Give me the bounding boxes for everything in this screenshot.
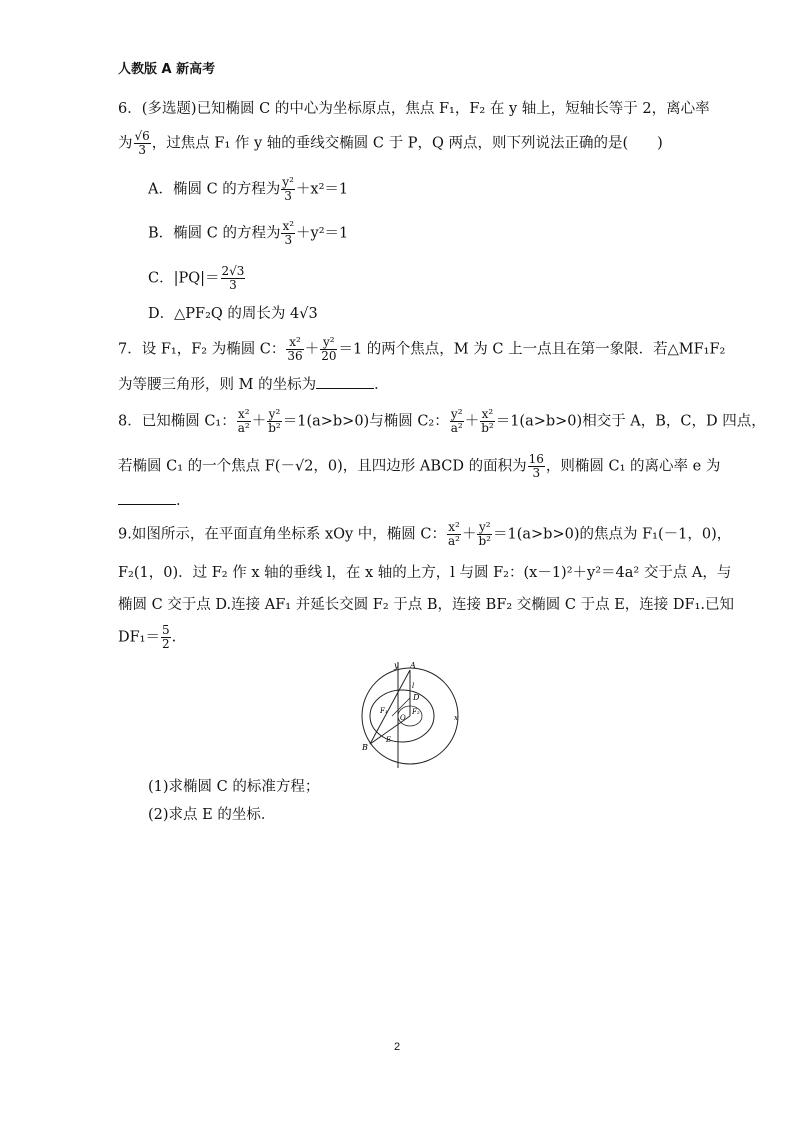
option-b-fraction: [281, 220, 295, 247]
q8-text-1a: 8．已知椭圆 C₁：: [118, 413, 236, 430]
q9-text-4b: .: [171, 629, 177, 646]
q8-answer-blank: [118, 490, 176, 505]
q9-sub1: (1)求椭圆 C 的标准方程；: [148, 779, 320, 795]
q7-fraction-y: [320, 336, 337, 363]
frac-num: √6: [134, 129, 150, 143]
q6-option-a: [148, 176, 348, 203]
q6-eccentricity-fraction: [134, 130, 151, 157]
page-number: 2: [393, 1041, 401, 1053]
option-b-tail: ＋y²＝1: [296, 225, 349, 242]
frac-den: b²: [481, 421, 494, 435]
frac-den: 2: [162, 637, 170, 651]
q9-fraction-2: [477, 521, 492, 548]
label-a: A: [410, 661, 416, 670]
frac-den: 3: [138, 143, 146, 157]
q8-text-1b: ＝1(a>b>0)与椭圆 C₂：: [282, 413, 449, 430]
q9-text-1b: ＝1(a>b>0)的焦点为 F₁(－1，0)，: [492, 526, 732, 543]
q8-text-2b: ，则椭圆 C₁ 的离心率 e 为: [545, 458, 721, 475]
option-a-text: A．椭圆 C 的方程为: [148, 181, 281, 198]
q9-line2: F₂(1，0)．过 F₂ 作 x 轴的垂线 l，在 x 轴的上方，l 与圆 F₂：(x－1)²＋y²＝4a² 交于点 A，与: [118, 565, 732, 581]
q8-line2: [118, 453, 720, 480]
option-c-fraction: [221, 265, 246, 292]
q7-text-1a: 7．设 F₁，F₂ 为椭圆 C：: [118, 341, 286, 358]
frac-num: y²: [268, 407, 281, 421]
frac-num: y²: [282, 175, 294, 189]
option-c-text: C．|PQ|＝: [148, 270, 220, 287]
label-x: x: [454, 714, 458, 722]
q6-option-b: [148, 220, 348, 247]
q8-area-fraction: [528, 453, 545, 480]
q9-fraction-1: [447, 521, 461, 548]
frac-den: 36: [287, 349, 303, 363]
q8-text-1c: ＝1(a>b>0)相交于 A，B，C，D 四点，: [495, 413, 766, 430]
q8-fraction-2: [267, 408, 282, 435]
q8-line3: [118, 490, 191, 512]
q8-line1: 8．已知椭圆 C₁： $\frac{\text{x²}}{\text{a²}}$ ＋ $\frac{\text{y²}}{\text{b²}}$ ＝1(a>b>0)与椭圆 C₂： $\frac{\text{y²}}{\text{a²}}$ ＋ $\frac{\text{x²}}{\text{b²}}$ ＝1(a>b>0)相交于 A，B，C，D 四点，: [118, 407, 766, 435]
label-b: B: [362, 743, 368, 752]
q6-line1: [118, 98, 710, 120]
q9-text-1a: 9.如图所示，在平面直角坐标系 xOy 中，椭圆 C：: [118, 526, 447, 543]
q6-text-1: 已知椭圆 C 的中心为坐标原点，焦点 F₁，F₂ 在 y 轴上，短轴长等于 2，离心率: [196, 101, 710, 117]
frac-num: y²: [320, 336, 337, 350]
q7-line1: 7．设 F₁，F₂ 为椭圆 C： $\frac{\text{x²}}{36}$ ＋ $\frac{\text{y²}}{20}$ ＝1 的两个焦点，M 为 C 上一点且在第一象限．若△MF₁F₂: [118, 335, 726, 363]
label-l: l: [412, 682, 415, 690]
q6-option-d: D．△PF₂Q 的周长为 4√3: [148, 306, 318, 322]
frac-num: 2√3: [221, 264, 245, 278]
q8-text-2a: 若椭圆 C₁ 的一个焦点 F(－√2，0)，且四边形 ABCD 的面积为: [118, 458, 527, 475]
label-f1: F₁: [380, 707, 388, 715]
q6-text-2a: 为: [118, 135, 133, 152]
q8-period: ．: [176, 493, 191, 509]
q8-fraction-1: [237, 408, 251, 435]
frac-den: 3: [229, 278, 237, 292]
frac-num: x²: [448, 520, 460, 534]
q9-text-4a: DF₁＝: [118, 629, 160, 646]
q9-line4: [118, 624, 176, 651]
frac-num: x²: [282, 219, 295, 233]
frac-den: a²: [237, 421, 250, 435]
q6-option-c: [148, 265, 246, 292]
label-o: O: [400, 714, 406, 722]
frac-den: a²: [448, 534, 460, 548]
q7-text-2: 为等腰三角形，则 M 的坐标为: [118, 377, 317, 393]
q9-figure: [358, 658, 468, 770]
frac-den: 20: [321, 349, 337, 363]
frac-den: 3: [532, 466, 541, 480]
frac-num: x²: [481, 407, 494, 421]
q6-line2: [118, 130, 663, 157]
q6-number: 6．: [118, 101, 142, 117]
frac-den: b²: [478, 534, 491, 548]
q6-tag: (多选题): [141, 101, 197, 117]
q7-answer-blank: [316, 374, 374, 389]
frac-num: x²: [286, 336, 303, 350]
q9-line3: 椭圆 C 交于点 D.连接 AF₁ 并延长交圆 F₂ 于点 B，连接 BF₂ 交椭圆 C 于点 E，连接 DF₁.已知: [118, 597, 735, 613]
q8-fraction-4: [480, 408, 495, 435]
label-d: D: [413, 693, 420, 702]
q7-fraction-x: [286, 336, 303, 363]
frac-den: 3: [284, 233, 293, 247]
frac-den: b²: [268, 421, 281, 435]
option-a-tail: ＋x²＝1: [295, 181, 349, 198]
label-y: y: [394, 661, 399, 670]
frac-num: 5: [162, 623, 170, 637]
q9-sub2: (2)求点 E 的坐标．: [148, 807, 276, 823]
q8-fraction-3: [450, 408, 464, 435]
frac-den: a²: [450, 421, 463, 435]
q7-line2: [118, 374, 389, 396]
label-e: E: [386, 736, 392, 744]
frac-num: y²: [478, 520, 491, 534]
frac-num: y²: [450, 407, 463, 421]
frac-den: 3: [284, 189, 292, 203]
label-f2: F₂: [412, 708, 420, 716]
q9-line1: 9.如图所示，在平面直角坐标系 xOy 中，椭圆 C： $\frac{\text{x²}}{\text{a²}}$ ＋ $\frac{\text{y²}}{\text{b²}}$ ＝1(a>b>0)的焦点为 F₁(－1，0)，: [118, 520, 732, 548]
page-header: 人教版 A 新高考: [118, 62, 216, 77]
q7-period: ．: [374, 377, 389, 393]
option-b-text: B．椭圆 C 的方程为: [148, 225, 281, 242]
q7-text-1b: ＝1 的两个焦点，M 为 C 上一点且在第一象限．若△MF₁F₂: [338, 341, 726, 358]
q6-text-2b: ，过焦点 F₁ 作 y 轴的垂线交椭圆 C 于 P，Q 两点，则下列说法正确的是( ): [151, 135, 663, 152]
option-a-fraction: [281, 176, 295, 203]
q9-df-fraction: [161, 624, 171, 651]
frac-num: x²: [237, 407, 250, 421]
frac-num: 16: [528, 452, 544, 466]
